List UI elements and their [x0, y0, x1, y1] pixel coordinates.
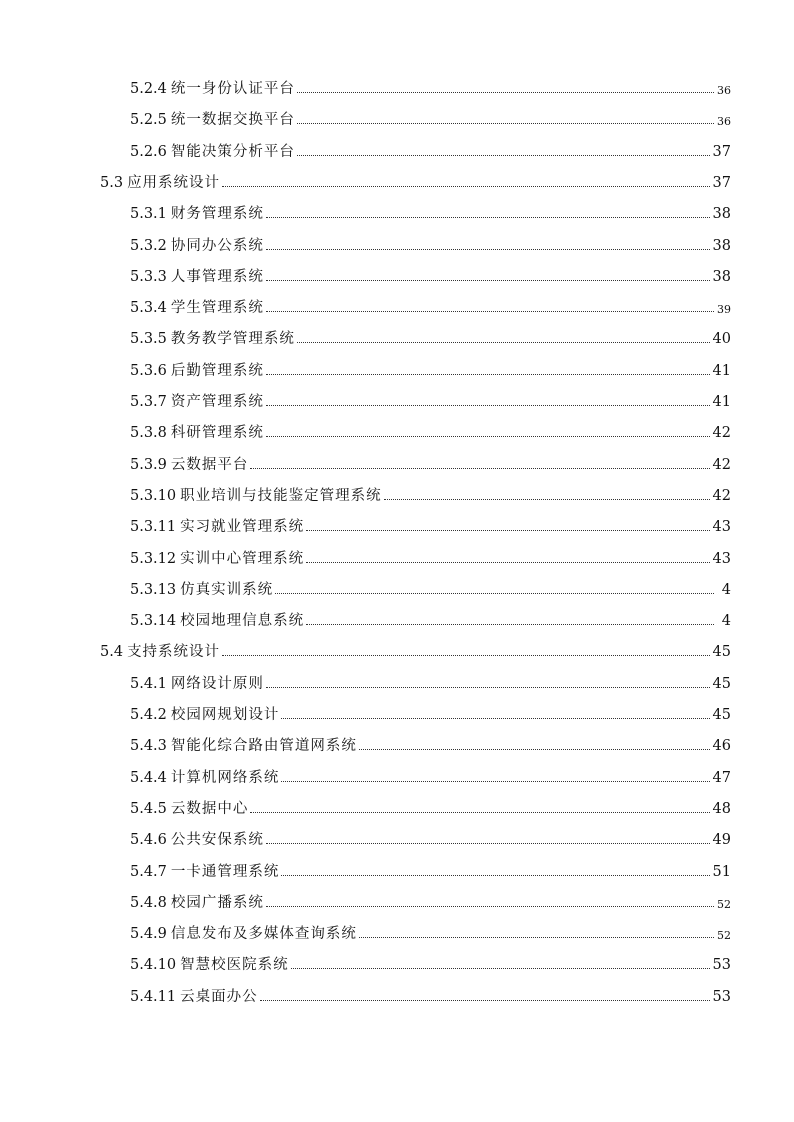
dot-leader: [250, 812, 709, 813]
toc-entry[interactable]: [130, 919, 731, 943]
toc-entry-number: 5.4.11: [130, 989, 177, 1005]
toc-entry-title: 统一数据交换平台: [170, 112, 295, 128]
toc-entry[interactable]: [130, 857, 731, 881]
toc-entry[interactable]: [130, 700, 731, 724]
toc-entry-page-number: 36: [717, 115, 731, 128]
toc-entry[interactable]: [130, 262, 731, 286]
dot-leader: [266, 843, 710, 844]
toc-entry-title: 教务教学管理系统: [170, 331, 295, 347]
toc-entry-page-number: 41: [712, 394, 731, 410]
dot-leader: [266, 906, 714, 907]
toc-entry-number: 5.4.1: [130, 676, 167, 692]
toc-entry-number: 5.4.2: [130, 707, 167, 723]
toc-entry-number: 5.3: [100, 175, 124, 191]
toc-entry[interactable]: [130, 324, 731, 348]
dot-leader: [306, 562, 709, 563]
toc-entry-number: 5.3.10: [130, 488, 177, 504]
toc-entry-page-number: 37: [712, 175, 731, 191]
toc-entry-page-number: 45: [712, 707, 731, 723]
toc-entry-number: 5.2.4: [130, 81, 167, 97]
toc-entry-number: 5.4.6: [130, 832, 167, 848]
toc-entry-title: 职业培训与技能鉴定管理系统: [180, 488, 382, 504]
toc-entry-page-number: 40: [712, 331, 731, 347]
toc-entry[interactable]: [130, 575, 731, 599]
toc-entry[interactable]: [130, 606, 731, 630]
toc-entry-page-number: 37: [712, 144, 731, 160]
toc-entry-title: 财务管理系统: [170, 206, 264, 222]
toc-entry-page-number: 4: [721, 613, 731, 629]
toc-entry[interactable]: [130, 199, 731, 223]
dot-leader: [250, 468, 709, 469]
dot-leader: [222, 186, 709, 187]
toc-entry[interactable]: [130, 450, 731, 474]
toc-entry-number: 5.4: [100, 644, 124, 660]
toc-entry-number: 5.3.2: [130, 238, 167, 254]
toc-entry-number: 5.2.5: [130, 112, 167, 128]
toc-entry[interactable]: [130, 105, 731, 129]
toc-entry-number: 5.4.9: [130, 926, 167, 942]
toc-entry-page-number: 38: [712, 269, 731, 285]
toc-entry-title: 公共安保系统: [170, 832, 264, 848]
dot-leader: [266, 436, 710, 437]
dot-leader: [359, 749, 710, 750]
toc-entry-title: 智能化综合路由管道网系统: [170, 738, 357, 754]
toc-entry-number: 5.3.9: [130, 457, 167, 473]
toc-entry[interactable]: [100, 168, 731, 192]
toc-entry-number: 5.3.14: [130, 613, 177, 629]
toc-entry-number: 5.4.5: [130, 801, 167, 817]
toc-entry-title: 学生管理系统: [170, 300, 264, 316]
toc-entry-number: 5.3.5: [130, 331, 167, 347]
toc-entry-title: 人事管理系统: [170, 269, 264, 285]
toc-entry-number: 5.3.11: [130, 519, 177, 535]
toc-entry-page-number: 4: [721, 582, 731, 598]
toc-entry-title: 一卡通管理系统: [170, 864, 280, 880]
toc-entry[interactable]: [130, 231, 731, 255]
toc-entry-page-number: 47: [712, 770, 731, 786]
toc-entry-title: 应用系统设计: [127, 175, 221, 191]
toc-entry-page-number: 42: [712, 457, 731, 473]
dot-leader: [222, 655, 709, 656]
toc-entry-title: 统一身份认证平台: [170, 81, 295, 97]
toc-entry-title: 实训中心管理系统: [180, 551, 305, 567]
toc-entry-number: 5.3.1: [130, 206, 167, 222]
dot-leader: [275, 593, 714, 594]
dot-leader: [306, 530, 709, 531]
dot-leader: [297, 92, 714, 93]
toc-entry-number: 5.3.3: [130, 269, 167, 285]
toc-entry-title: 协同办公系统: [170, 238, 264, 254]
toc-entry-page-number: 38: [712, 206, 731, 222]
toc-entry-number: 5.4.3: [130, 738, 167, 754]
toc-entry-title: 资产管理系统: [170, 394, 264, 410]
dot-leader: [266, 405, 710, 406]
toc-entry[interactable]: [130, 512, 731, 536]
toc-entry-page-number: 53: [712, 957, 731, 973]
toc-entry-page-number: 52: [717, 898, 731, 911]
toc-entry[interactable]: [130, 825, 731, 849]
toc-entry-number: 5.3.4: [130, 300, 167, 316]
toc-entry-title: 智慧校医院系统: [180, 957, 289, 973]
toc-entry[interactable]: [130, 481, 731, 505]
toc-entry-page-number: 45: [712, 644, 731, 660]
toc-entry-page-number: 38: [712, 238, 731, 254]
toc-entry-page-number: 41: [712, 363, 731, 379]
toc-entry[interactable]: [130, 74, 731, 98]
toc-entry-number: 5.4.7: [130, 864, 167, 880]
toc-entry-number: 5.3.6: [130, 363, 167, 379]
toc-entry-page-number: 36: [717, 84, 731, 97]
toc-entry-title: 校园网规划设计: [170, 707, 280, 723]
toc-entry-number: 5.2.6: [130, 144, 167, 160]
toc-entry-title: 后勤管理系统: [170, 363, 264, 379]
toc-entry-page-number: 39: [717, 303, 731, 316]
toc-entry-page-number: 43: [712, 551, 731, 567]
toc-entry[interactable]: [130, 137, 731, 161]
toc-entry-page-number: 43: [712, 519, 731, 535]
toc-entry[interactable]: [130, 888, 731, 912]
toc-entry[interactable]: [130, 387, 731, 411]
toc-entry-page-number: 42: [712, 488, 731, 504]
toc-entry-title: 校园广播系统: [170, 895, 264, 911]
toc-entry[interactable]: [130, 418, 731, 442]
toc-entry-title: 云数据平台: [170, 457, 249, 473]
dot-leader: [266, 687, 710, 688]
toc-entry-title: 网络设计原则: [170, 676, 264, 692]
toc-entry[interactable]: [130, 982, 731, 1006]
toc-entry-page-number: 53: [712, 989, 731, 1005]
toc-entry-title: 云桌面办公: [180, 989, 258, 1005]
dot-leader: [384, 499, 710, 500]
dot-leader: [260, 1000, 710, 1001]
dot-leader: [266, 249, 710, 250]
dot-leader: [281, 781, 709, 782]
toc-entry-page-number: 45: [712, 676, 731, 692]
toc-entry[interactable]: [130, 669, 731, 693]
toc-entry-number: 5.3.8: [130, 425, 167, 441]
toc-entry-page-number: 51: [712, 864, 731, 880]
dot-leader: [359, 937, 714, 938]
toc-entry-title: 计算机网络系统: [170, 770, 280, 786]
dot-leader: [266, 374, 710, 375]
dot-leader: [291, 968, 710, 969]
toc-entry-number: 5.3.12: [130, 551, 177, 567]
toc-entry-page-number: 46: [712, 738, 731, 754]
toc-entry[interactable]: [130, 293, 731, 317]
toc-entry[interactable]: [100, 637, 731, 661]
dot-leader: [297, 155, 710, 156]
toc-entry-page-number: 48: [712, 801, 731, 817]
toc-entry[interactable]: [130, 356, 731, 380]
toc-entry-title: 仿真实训系统: [180, 582, 274, 598]
dot-leader: [266, 311, 714, 312]
toc-entry-number: 5.4.8: [130, 895, 167, 911]
dot-leader: [266, 280, 710, 281]
dot-leader: [281, 875, 709, 876]
toc-entry[interactable]: [130, 731, 731, 755]
toc-entry-title: 校园地理信息系统: [180, 613, 305, 629]
toc-entry-title: 支持系统设计: [127, 644, 221, 660]
toc-entry-page-number: 49: [712, 832, 731, 848]
dot-leader: [306, 624, 714, 625]
toc-entry-number: 5.3.13: [130, 582, 177, 598]
toc-entry[interactable]: [130, 950, 731, 974]
toc-entry-page-number: 52: [717, 929, 731, 942]
dot-leader: [266, 217, 710, 218]
toc-entry-title: 云数据中心: [170, 801, 249, 817]
toc-entry-title: 信息发布及多媒体查询系统: [170, 926, 357, 942]
toc-entry[interactable]: [130, 794, 731, 818]
toc-entry-title: 实习就业管理系统: [180, 519, 305, 535]
toc-entry[interactable]: [130, 763, 731, 787]
toc-entry-title: 科研管理系统: [170, 425, 264, 441]
toc-entry-number: 5.3.7: [130, 394, 167, 410]
toc-entry-title: 智能决策分析平台: [170, 144, 295, 160]
dot-leader: [297, 123, 714, 124]
toc-entry-number: 5.4.4: [130, 770, 167, 786]
dot-leader: [281, 718, 709, 719]
toc-entry-page-number: 42: [712, 425, 731, 441]
dot-leader: [297, 342, 710, 343]
toc-entry-number: 5.4.10: [130, 957, 177, 973]
toc-entry[interactable]: [130, 544, 731, 568]
